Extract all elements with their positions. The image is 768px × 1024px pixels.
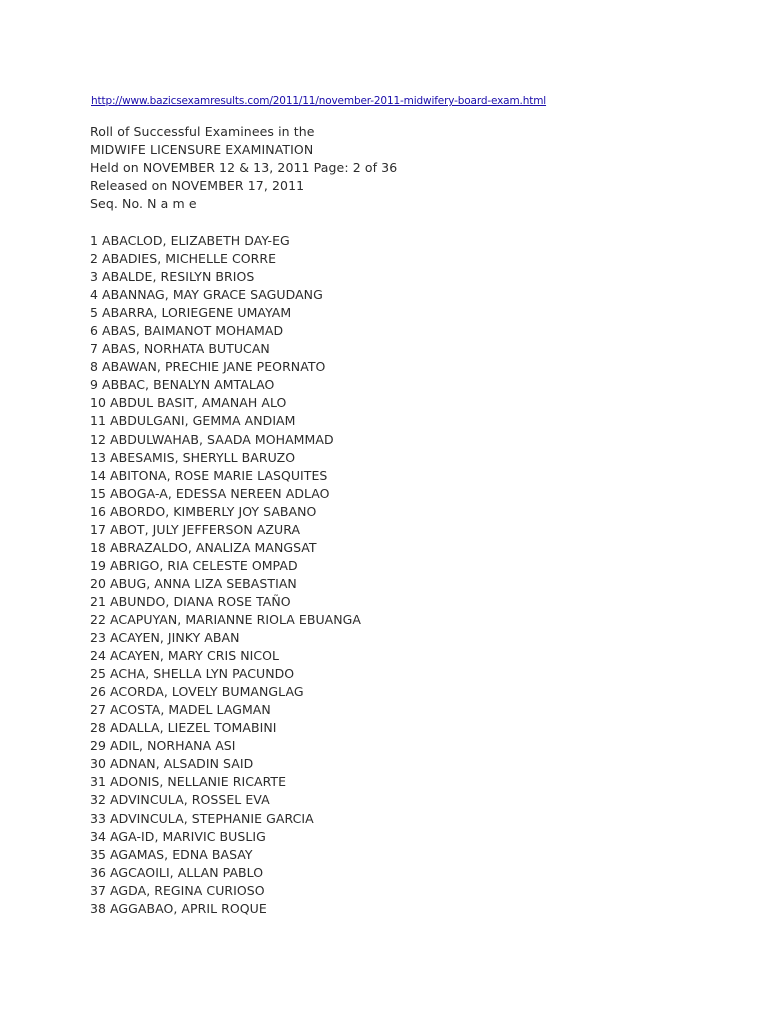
header-line-release-date: Released on NOVEMBER 17, 2011 <box>90 178 305 193</box>
header-line-title: Roll of Successful Examinees in the <box>90 124 315 139</box>
examinee-entry: 24 ACAYEN, MARY CRIS NICOL <box>90 648 280 664</box>
examinee-entry: 38 AGGABAO, APRIL ROQUE <box>90 900 267 916</box>
examinee-entry: 16 ABORDO, KIMBERLY JOY SABANO <box>90 503 317 519</box>
source-url-link[interactable]: http://www.bazicsexamresults.com/2011/11/november-2011-midwifery-board-exam.html <box>91 95 547 107</box>
examinee-entry: 36 AGCAOILI, ALLAN PABLO <box>90 864 264 880</box>
examinee-entry: 8 ABAWAN, PRECHIE JANE PEORNATO <box>90 359 326 375</box>
examinee-entry: 5 ABARRA, LORIEGENE UMAYAM <box>90 305 292 321</box>
examinee-entry: 30 ADNAN, ALSADIN SAID <box>90 756 254 772</box>
examinee-entry: 17 ABOT, JULY JEFFERSON AZURA <box>90 521 301 537</box>
examinee-entry: 21 ABUNDO, DIANA ROSE TAÑO <box>90 593 291 609</box>
examinee-entry: 33 ADVINCULA, STEPHANIE GARCIA <box>90 810 314 826</box>
examinee-entry: 27 ACOSTA, MADEL LAGMAN <box>90 702 271 718</box>
examinee-entry: 7 ABAS, NORHATA BUTUCAN <box>90 341 270 357</box>
examinee-entry: 1 ABACLOD, ELIZABETH DAY-EG <box>90 233 290 248</box>
examinee-entry: 29 ADIL, NORHANA ASI <box>90 738 236 754</box>
examinee-entry: 2 ABADIES, MICHELLE CORRE <box>90 251 277 267</box>
examinee-entry: 34 AGA-ID, MARIVIC BUSLIG <box>90 828 266 844</box>
document-header <box>90 123 397 213</box>
header-line-held-date: Held on NOVEMBER 12 & 13, 2011 Page: 2 of 36 <box>90 160 398 175</box>
examinee-entry: 26 ACORDA, LOVELY BUMANGLAG <box>90 684 304 700</box>
examinee-entry: 12 ABDULWAHAB, SAADA MOHAMMAD <box>90 431 334 447</box>
header-line-column-heading: Seq. No. N a m e <box>90 196 197 211</box>
examinee-entry: 28 ADALLA, LIEZEL TOMABINI <box>90 720 277 736</box>
examinee-entry: 20 ABUG, ANNA LIZA SEBASTIAN <box>90 575 297 591</box>
examinee-entry: 32 ADVINCULA, ROSSEL EVA <box>90 792 270 808</box>
examinee-entry: 23 ACAYEN, JINKY ABAN <box>90 630 240 646</box>
examinee-entry: 31 ADONIS, NELLANIE RICARTE <box>90 774 287 790</box>
header-line-exam-name: MIDWIFE LICENSURE EXAMINATION <box>90 142 314 157</box>
examinee-entry: 37 AGDA, REGINA CURIOSO <box>90 882 265 898</box>
examinee-entry: 13 ABESAMIS, SHERYLL BARUZO <box>90 449 296 465</box>
examinee-entry: 4 ABANNAG, MAY GRACE SAGUDANG <box>90 287 323 303</box>
examinee-entry: 9 ABBAC, BENALYN AMTALAO <box>90 377 275 393</box>
examinee-entry: 25 ACHA, SHELLA LYN PACUNDO <box>90 666 295 682</box>
examinee-entry: 18 ABRAZALDO, ANALIZA MANGSAT <box>90 539 317 555</box>
examinee-entry: 11 ABDULGANI, GEMMA ANDIAM <box>90 413 296 429</box>
examinee-entry: 22 ACAPUYAN, MARIANNE RIOLA EBUANGA <box>90 611 362 627</box>
examinee-entry: 14 ABITONA, ROSE MARIE LASQUITES <box>90 467 328 483</box>
examinee-entry: 15 ABOGA-A, EDESSA NEREEN ADLAO <box>90 485 330 501</box>
examinee-entry: 10 ABDUL BASIT, AMANAH ALO <box>90 395 287 411</box>
examinee-entry: 6 ABAS, BAIMANOT MOHAMAD <box>90 323 284 339</box>
examinee-entry: 3 ABALDE, RESILYN BRIOS <box>90 269 255 285</box>
examinee-entry: 19 ABRIGO, RIA CELESTE OMPAD <box>90 557 298 573</box>
examinee-entry: 35 AGAMAS, EDNA BASAY <box>90 846 253 862</box>
examinee-list <box>90 232 361 918</box>
